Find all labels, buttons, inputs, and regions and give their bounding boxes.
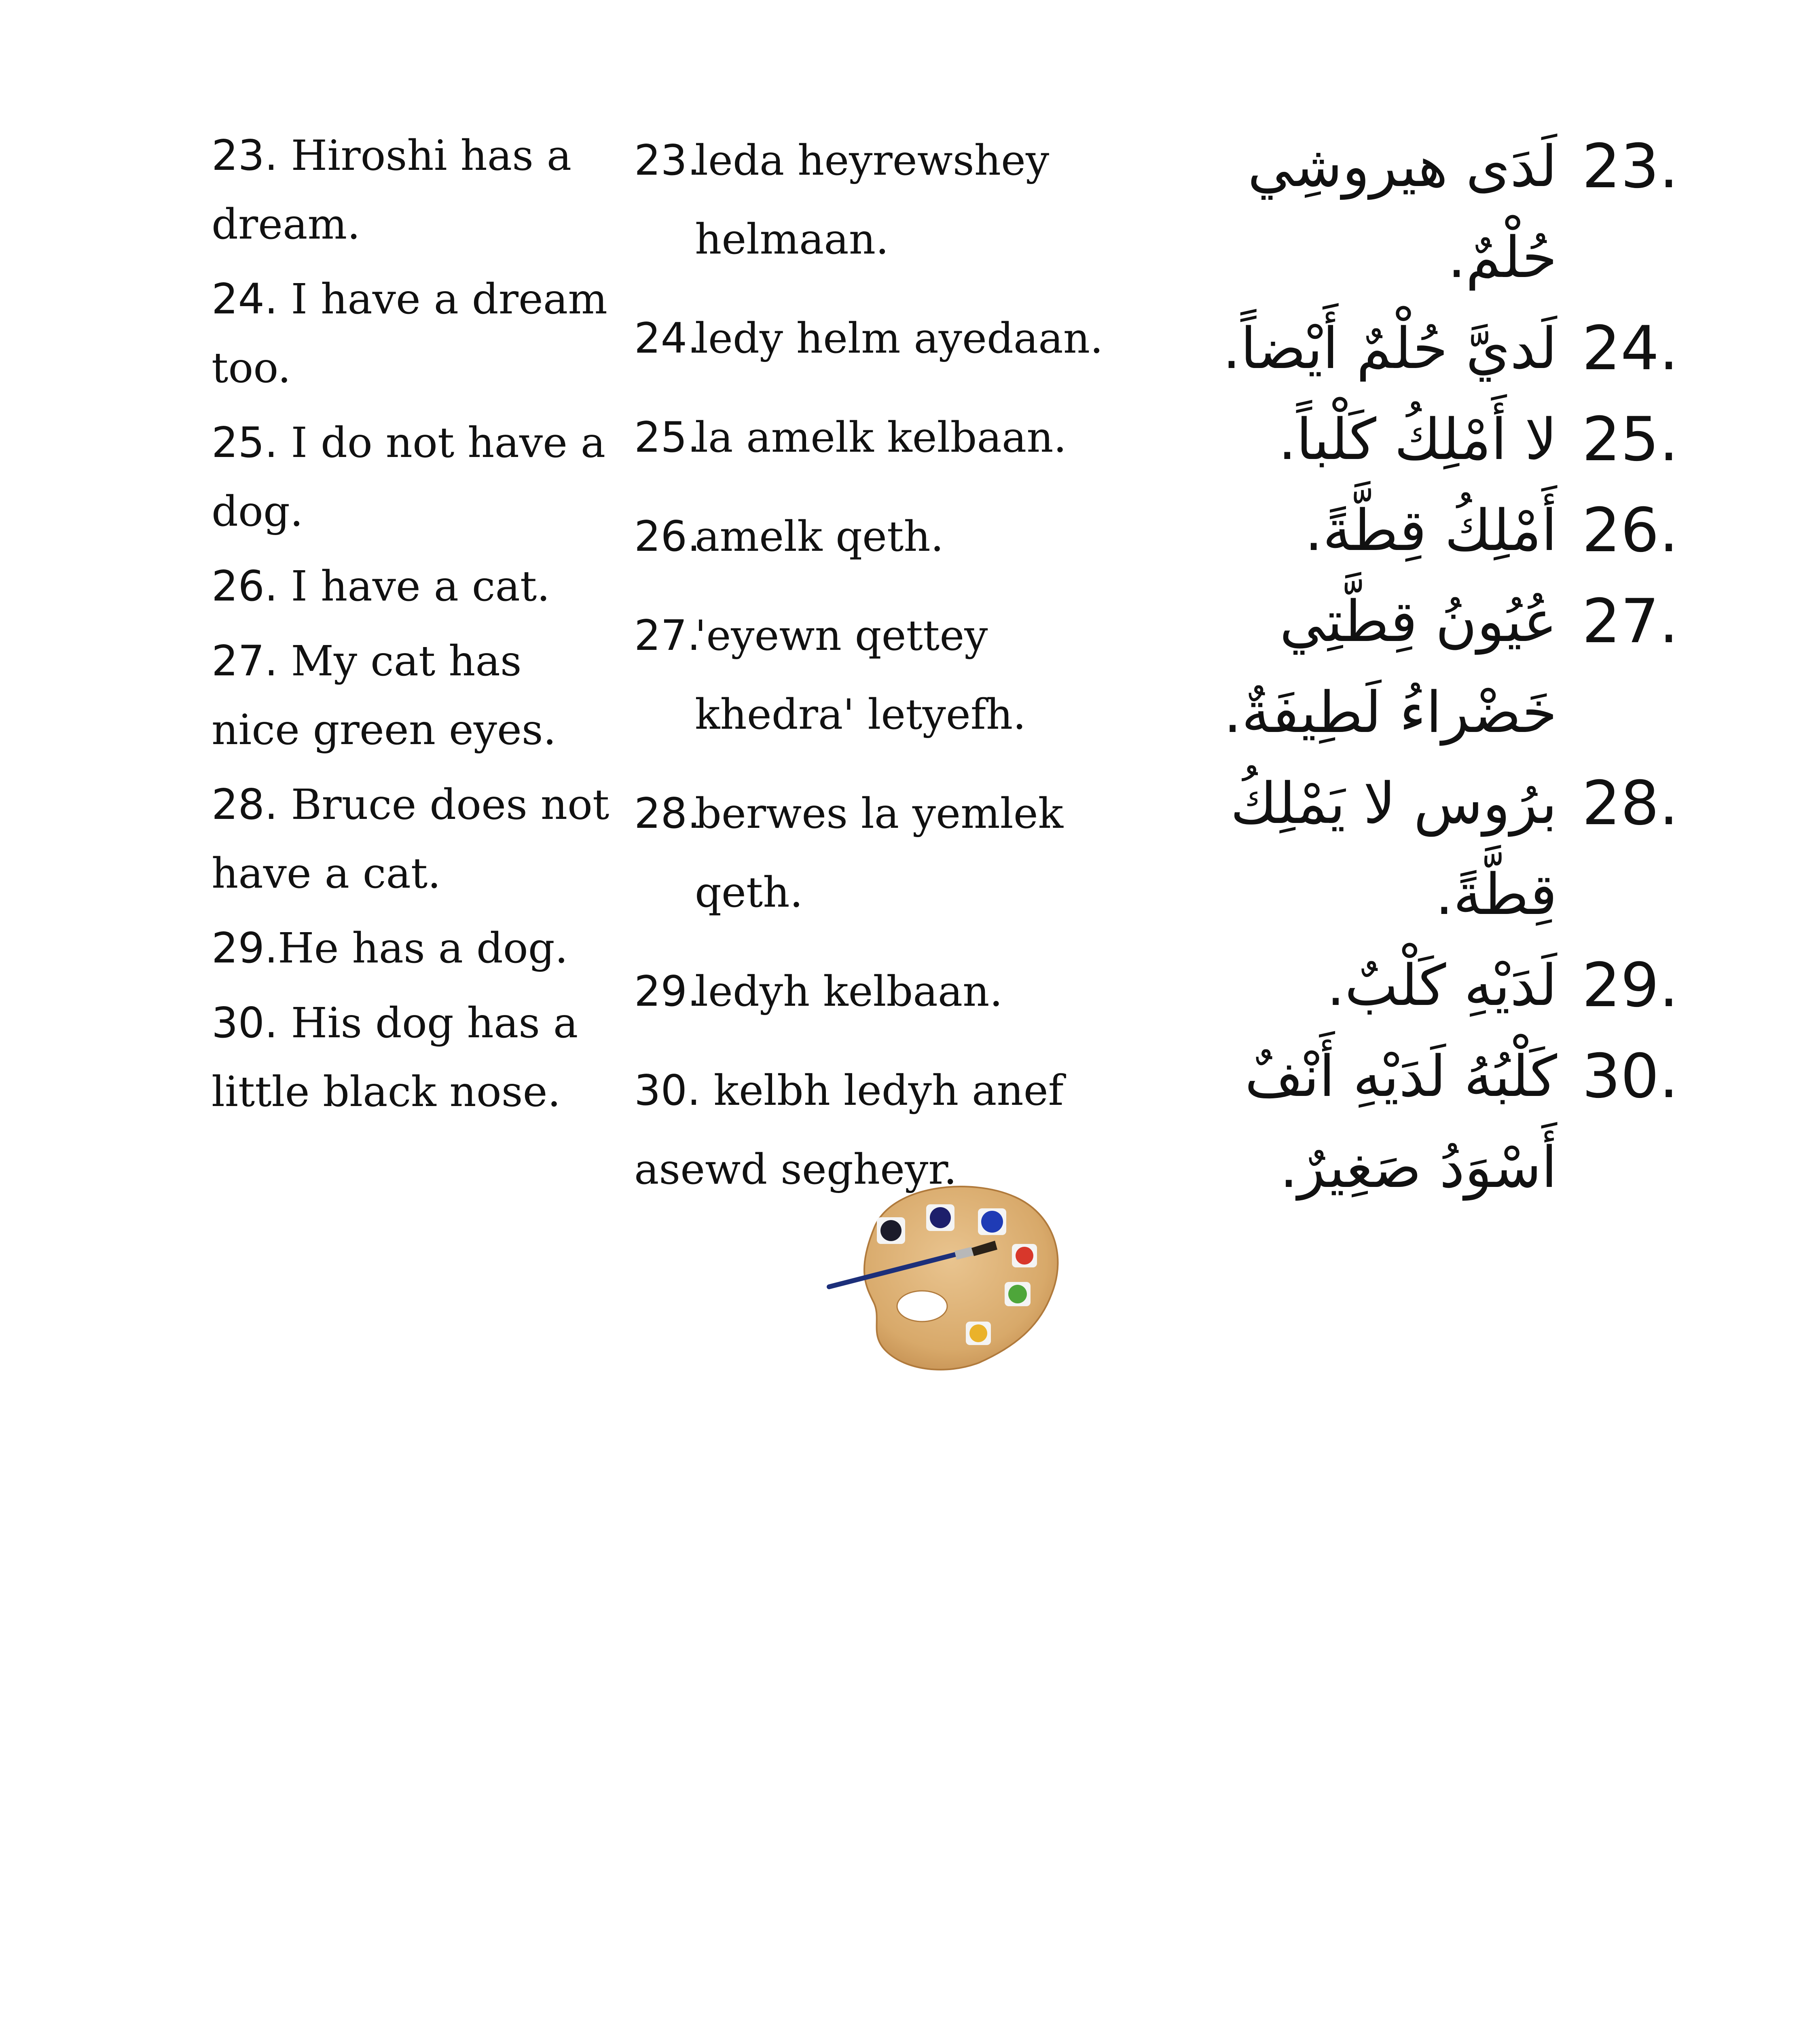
english-sentence-29 bbox=[212, 914, 616, 983]
item-number: 23. bbox=[212, 131, 278, 180]
item-number: 25. bbox=[212, 419, 278, 467]
arabic-sentence-25 bbox=[1153, 394, 1678, 485]
sentence-text: لَديَّ حُلْمٌ أَيْضاً. bbox=[1222, 316, 1557, 382]
item-number: 28 . bbox=[1582, 758, 1678, 849]
item-number: 30. bbox=[212, 999, 278, 1047]
sentence-text: عُيُونُ قِطَّتِي خَضْراءُ لَطِيفَةٌ. bbox=[1223, 589, 1557, 746]
item-number: 25 . bbox=[1582, 394, 1678, 485]
english-sentence-28 bbox=[212, 770, 616, 908]
item-number: 23. bbox=[634, 136, 700, 185]
sentence-text: Hiroshi has a dream. bbox=[212, 131, 572, 249]
item-number: 27. bbox=[634, 611, 700, 660]
sentence-text: كَلْبُهُ لَدَيْهِ أَنْفٌ أَسْوَدُ صَغِيرٌ. bbox=[1244, 1044, 1557, 1201]
item-number: 26. bbox=[212, 562, 278, 611]
item-number: 29 . bbox=[1582, 940, 1678, 1031]
transliteration-sentence-23 bbox=[634, 121, 1160, 279]
english-sentence-30 bbox=[212, 989, 616, 1126]
english-sentence-23 bbox=[212, 121, 616, 259]
item-number: 25. bbox=[634, 413, 700, 462]
arabic-column bbox=[1153, 121, 1678, 1213]
sentence-text: لَدَى هيروشِي حُلْمٌ. bbox=[1247, 134, 1557, 291]
item-number: 24. bbox=[212, 275, 278, 324]
item-number: 24 . bbox=[1582, 303, 1678, 394]
sentence-text: I have a dream too. bbox=[212, 275, 607, 392]
transliteration-sentence-26 bbox=[634, 497, 1160, 576]
arabic-sentence-24 bbox=[1153, 303, 1678, 394]
arabic-sentence-27 bbox=[1153, 576, 1678, 758]
sentence-text: ledy helm ayedaan. bbox=[695, 314, 1103, 363]
item-number: 24. bbox=[634, 314, 700, 363]
item-number: 26. bbox=[634, 512, 700, 561]
thumb-hole bbox=[897, 1291, 947, 1322]
item-number: 28. bbox=[212, 780, 278, 829]
sentence-text: la amelk kelbaan. bbox=[695, 413, 1067, 462]
item-number: 29. bbox=[212, 924, 278, 973]
sentence-text: My cat has nice green eyes. bbox=[212, 637, 557, 754]
english-column bbox=[212, 121, 616, 1132]
sentence-text: لا أَمْلِكُ كَلْباً. bbox=[1278, 407, 1557, 473]
sentence-text: 'eyewn qettey khedra' letyefh. bbox=[695, 611, 1026, 739]
sentence-text: amelk qeth. bbox=[695, 512, 944, 561]
sentence-text: kelbh ledyh anef asewd segheyr. bbox=[634, 1066, 1064, 1194]
item-number: 29. bbox=[634, 967, 700, 1016]
english-sentence-27 bbox=[212, 627, 616, 764]
item-number: 27. bbox=[212, 637, 278, 685]
arabic-sentence-26 bbox=[1153, 485, 1678, 576]
arabic-sentence-30 bbox=[1153, 1031, 1678, 1213]
item-number: 26 . bbox=[1582, 485, 1678, 576]
paint-palette-icon bbox=[825, 1173, 1084, 1375]
sentence-text: berwes la yemlek qeth. bbox=[695, 789, 1064, 917]
sentence-text: Bruce does not have a cat. bbox=[212, 780, 609, 898]
sentence-text: I have a cat. bbox=[277, 562, 550, 611]
item-number: 30. bbox=[634, 1066, 700, 1115]
sentence-text: leda heyrewshey helmaan. bbox=[695, 136, 1050, 264]
english-sentence-25 bbox=[212, 408, 616, 546]
arabic-sentence-29 bbox=[1153, 940, 1678, 1031]
transliteration-column bbox=[634, 121, 1160, 1229]
item-number: 30 . bbox=[1582, 1031, 1678, 1122]
sentence-text: He has a dog. bbox=[277, 924, 568, 973]
arabic-sentence-28 bbox=[1153, 758, 1678, 940]
item-number: 27 . bbox=[1582, 576, 1678, 667]
transliteration-sentence-28 bbox=[634, 774, 1160, 932]
sentence-text: برُوس لا يَمْلِكُ قِطَّةً. bbox=[1230, 771, 1557, 928]
item-number: 23 . bbox=[1582, 121, 1678, 212]
sentence-text: ledyh kelbaan. bbox=[695, 967, 1003, 1016]
sentence-text: I do not have a dog. bbox=[212, 419, 606, 536]
sentence-text: لَدَيْهِ كَلْبٌ. bbox=[1327, 953, 1557, 1019]
transliteration-sentence-27 bbox=[634, 596, 1160, 754]
sentence-text: أَمْلِكُ قِطَّةً. bbox=[1304, 498, 1557, 564]
arabic-sentence-23 bbox=[1153, 121, 1678, 303]
english-sentence-24 bbox=[212, 265, 616, 402]
transliteration-sentence-25 bbox=[634, 398, 1160, 477]
transliteration-sentence-24 bbox=[634, 299, 1160, 378]
transliteration-sentence-29 bbox=[634, 952, 1160, 1031]
english-sentence-26 bbox=[212, 552, 616, 621]
item-number: 28. bbox=[634, 789, 700, 838]
sentence-text: His dog has a little black nose. bbox=[212, 999, 578, 1116]
